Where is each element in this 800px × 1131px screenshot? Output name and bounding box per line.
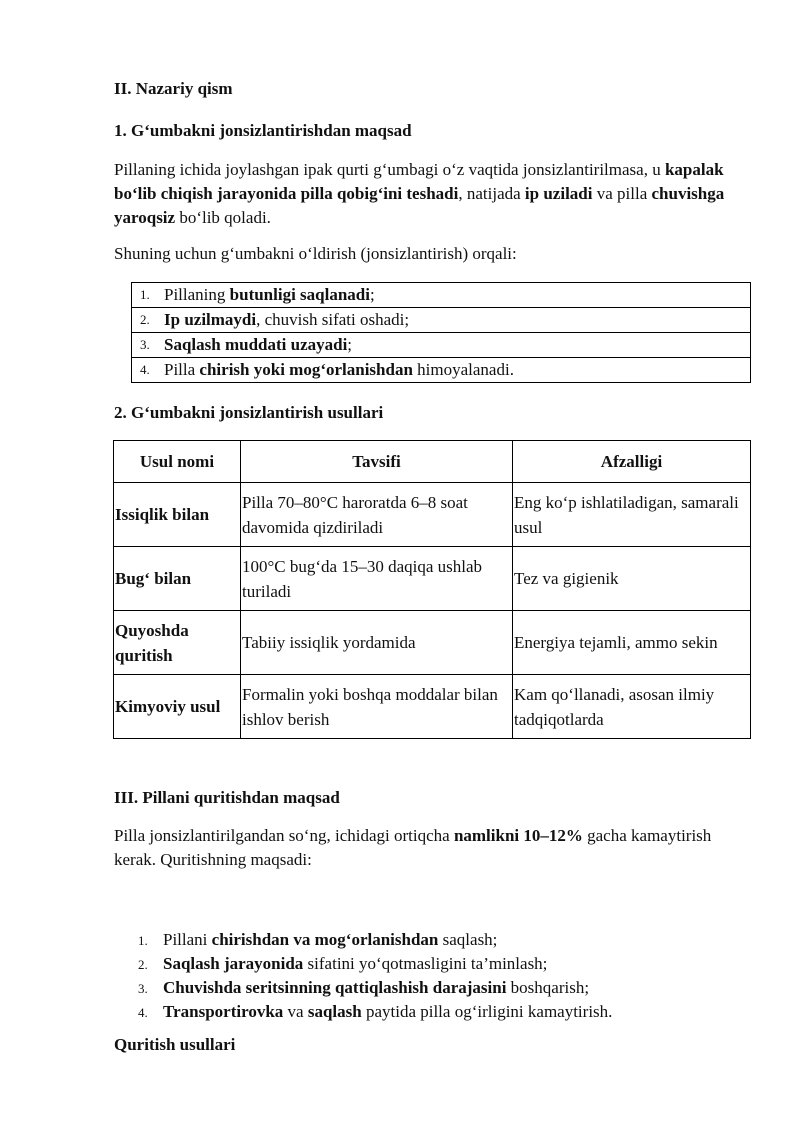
boxed-numbered-list (131, 282, 751, 383)
table-cell: Quyoshda quritish (114, 611, 241, 675)
section-title: III. Pillani quritishdan maqsad (114, 788, 340, 807)
table-cell: Pilla 70–80°C haroratda 6–8 soat davomida qizdiriladi (241, 483, 513, 547)
list-number: 4. (138, 1005, 148, 1020)
table-cell: 100°C bug‘da 15–30 daqiqa ushlab turiladi (241, 547, 513, 611)
subsection-title: Quritish usullari (114, 1035, 236, 1054)
column-header: Afzalligi (513, 441, 751, 483)
table-cell: Kam qo‘llanadi, asosan ilmiy tadqiqotlarda (513, 675, 751, 739)
list-text: Pilla chirish yoki mog‘orlanishdan himoyalanadi. (164, 360, 514, 379)
table-cell: Tabiiy issiqlik yordamida (241, 611, 513, 675)
column-header: Tavsifi (241, 441, 513, 483)
subsection-title: 1. G‘umbakni jonsizlantirishdan maqsad (114, 121, 412, 140)
list-item (132, 358, 750, 382)
text-run: , natijada (458, 184, 525, 203)
list-number: 1. (138, 933, 148, 948)
list-number: 3. (140, 337, 150, 352)
table-cell: Kimyoviy usul (114, 675, 241, 739)
bold-text: ip uziladi (524, 184, 593, 203)
list-item: 1. Pillani chirishdan va mog‘orlanishdan saqlash; (138, 928, 758, 952)
list-text: Saqlash muddati uzayadi; (164, 335, 353, 354)
table-row (114, 611, 751, 675)
text-run: gacha kamaytirish kerak. Quritishning maqsadi: (114, 826, 712, 869)
bold-text: kapalak bo‘lib chiqish jarayonida pilla qobig‘ini teshadi (114, 160, 724, 203)
list-number: 2. (138, 957, 148, 972)
list-text: Pillaning butunligi saqlanadi; (164, 285, 375, 304)
bold-text: namlikni 10–12% (453, 826, 583, 845)
subsection-title: 2. G‘umbakni jonsizlantirish usullari (114, 403, 384, 422)
list-number: 3. (138, 981, 148, 996)
list-number: 1. (140, 287, 150, 302)
paragraph (114, 158, 754, 230)
column-header: Usul nomi (114, 441, 241, 483)
text-run: bo‘lib qoladi. (175, 208, 271, 227)
list-item (132, 283, 750, 308)
table-row (114, 675, 751, 739)
list-item (132, 308, 750, 333)
numbered-list (138, 928, 758, 1024)
table-row (114, 483, 751, 547)
table-cell: Energiya tejamli, ammo sekin (513, 611, 751, 675)
list-item: 4. Transportirovka va saqlash paytida pilla og‘irligini kamaytirish. (138, 1000, 758, 1024)
text-run: Pillaning ichida joylashgan ipak qurti g‘umbagi o‘z vaqtida jonsizlantirilmasa, u (114, 160, 665, 179)
list-item (132, 333, 750, 358)
table-cell: Issiqlik bilan (114, 483, 241, 547)
list-number: 4. (140, 362, 150, 377)
list-text: Ip uzilmaydi, chuvish sifati oshadi; (164, 310, 410, 329)
methods-table (113, 440, 751, 739)
text-run: Pilla jonsizlantirilgandan so‘ng, ichidagi ortiqcha (114, 826, 454, 845)
list-item: 2. Saqlash jarayonida sifatini yo‘qotmasligini ta’minlash; (138, 952, 758, 976)
text-run: va pilla (592, 184, 652, 203)
paragraph (114, 824, 754, 872)
section-title: II. Nazariy qism (114, 79, 233, 98)
table-cell: Bug‘ bilan (114, 547, 241, 611)
table-cell: Eng ko‘p ishlatiladigan, samarali usul (513, 483, 751, 547)
paragraph: Shuning uchun g‘umbakni o‘ldirish (jonsizlantirish) orqali: (114, 244, 517, 263)
table-header-row (114, 441, 751, 483)
table-row (114, 547, 751, 611)
list-number: 2. (140, 312, 150, 327)
table-cell: Formalin yoki boshqa moddalar bilan ishlov berish (241, 675, 513, 739)
bold-text: chuvishga yaroqsiz (114, 184, 725, 227)
list-item: 3. Chuvishda seritsinning qattiqlashish darajasini boshqarish; (138, 976, 758, 1000)
table-cell: Tez va gigienik (513, 547, 751, 611)
